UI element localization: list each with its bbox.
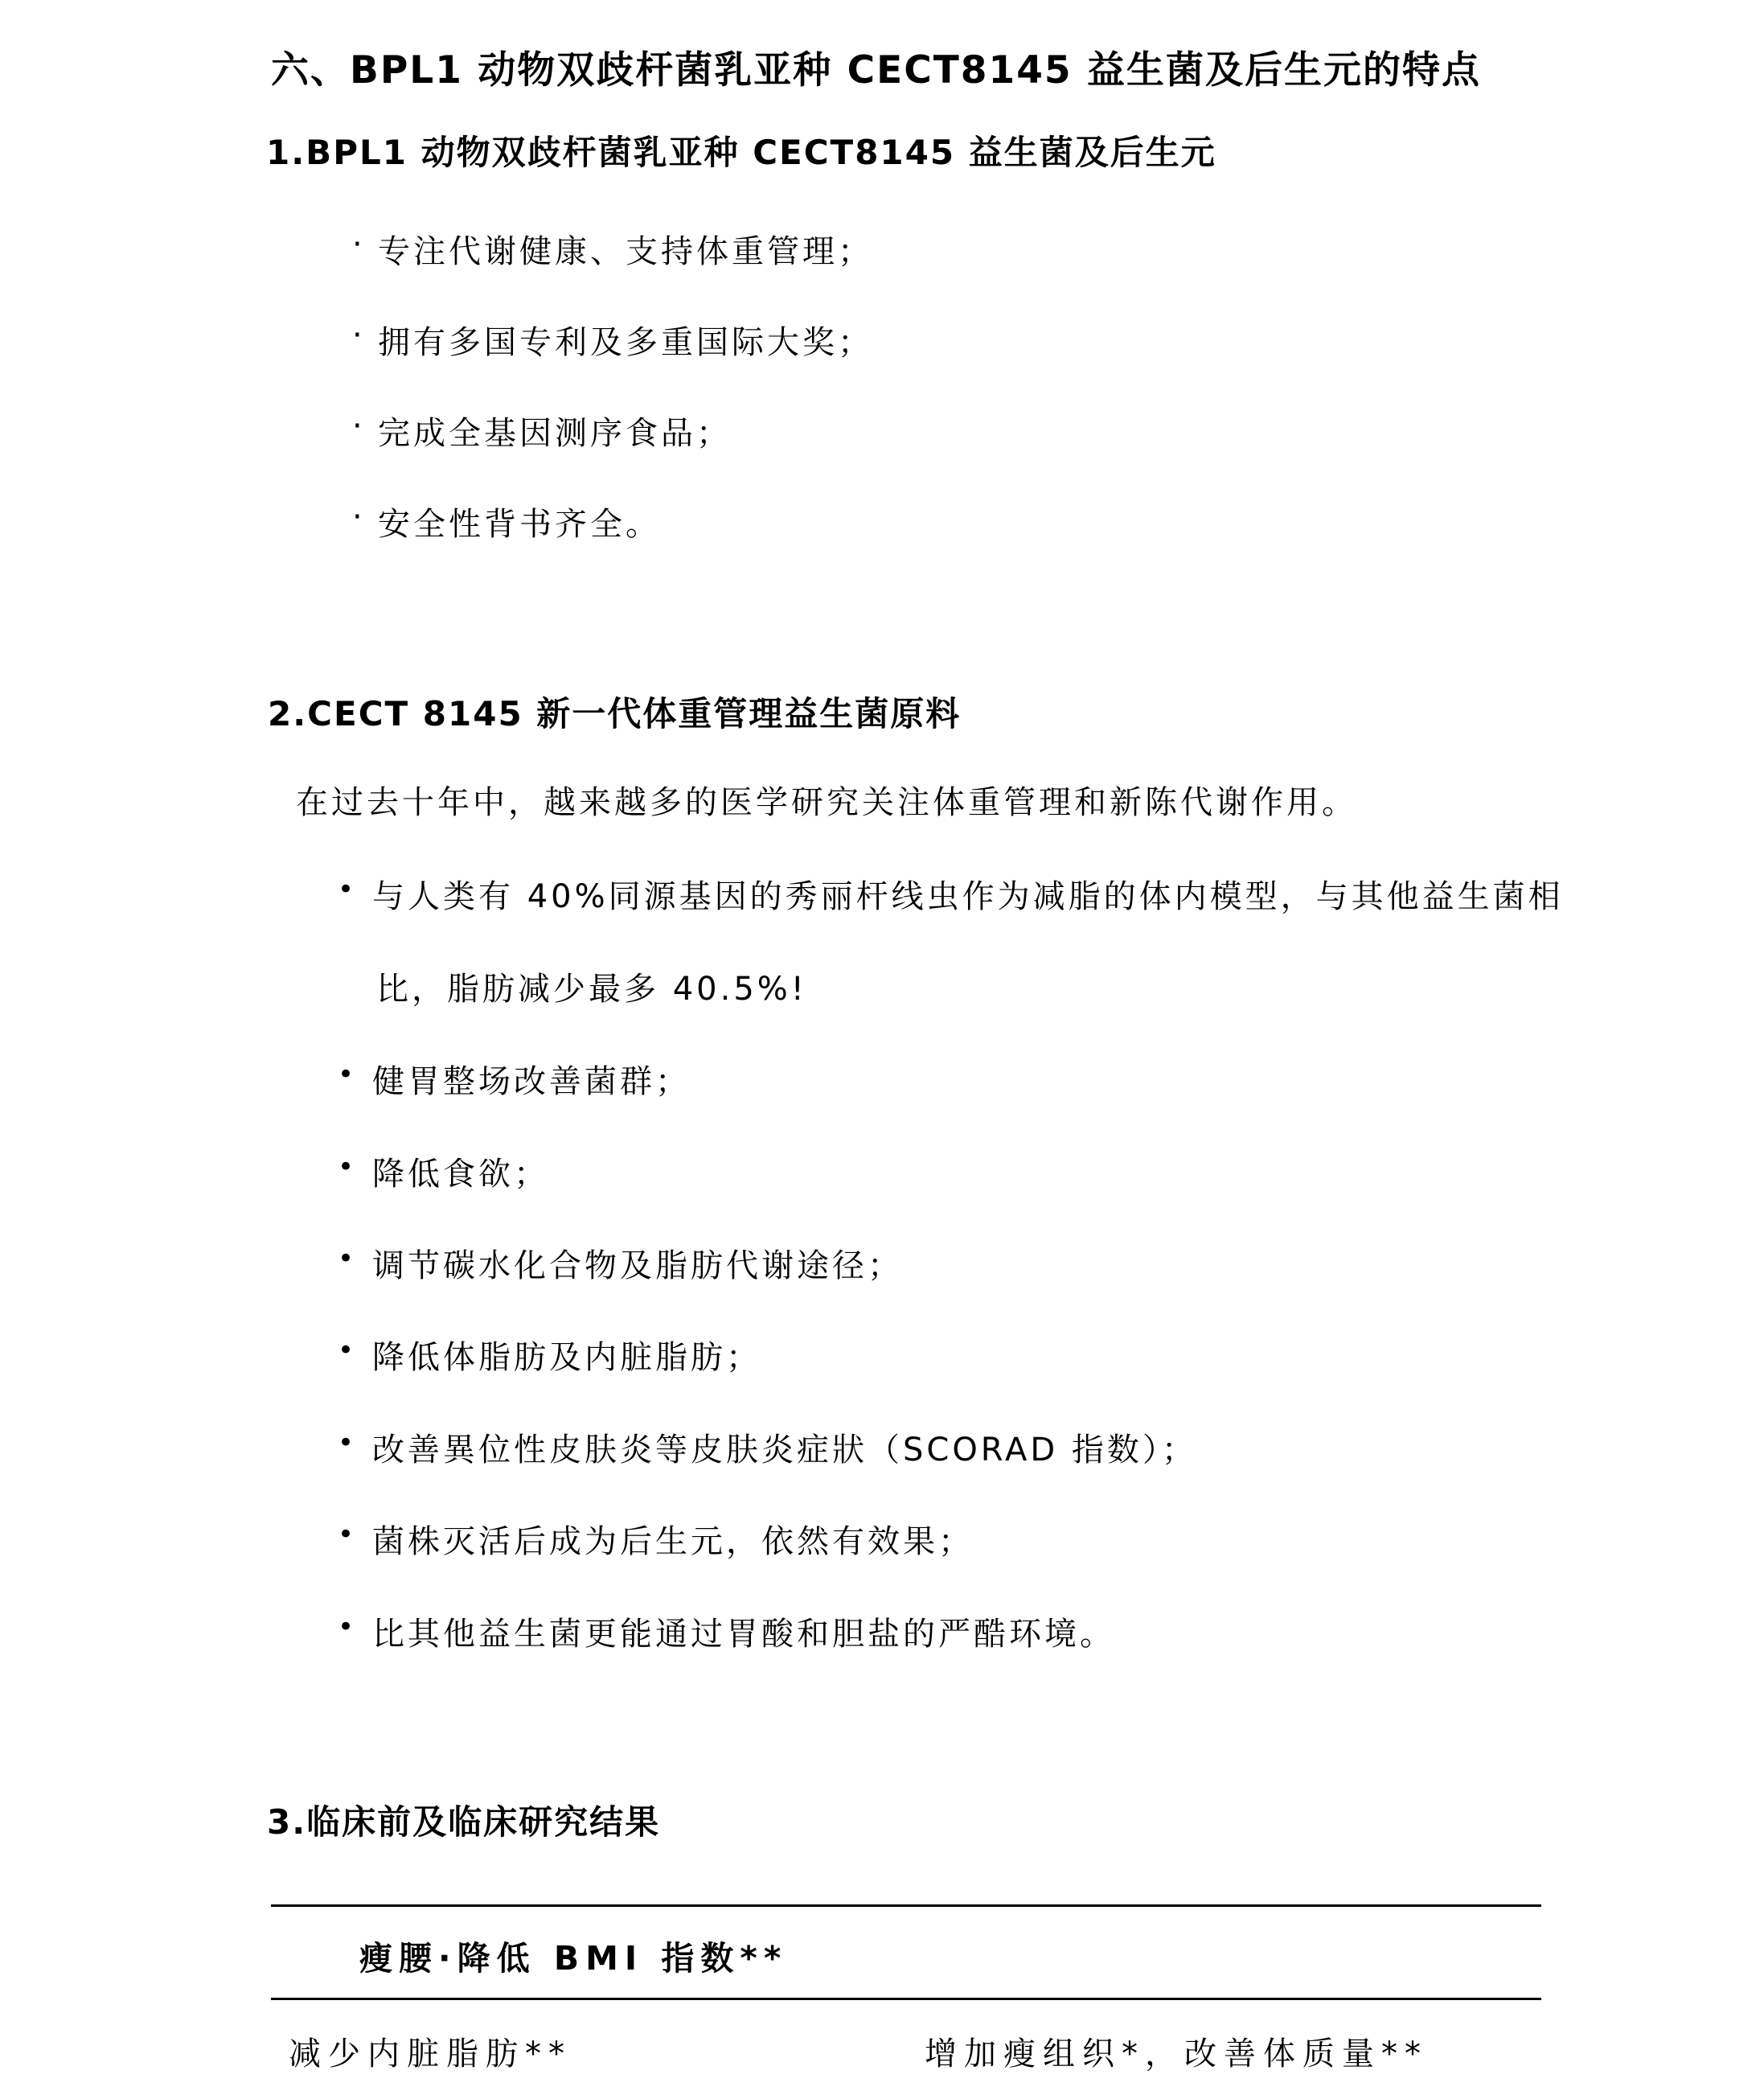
table-top-border (271, 1904, 1541, 1907)
list-item: 完成全基因测序食品； (378, 415, 732, 452)
table-cell-visceral-fat: 减少内脏脂肪** (289, 2036, 572, 2073)
list-item-line: 比，脂肪减少最多 40.5%! (376, 971, 807, 1008)
list-item-line: 与人类有 40%同源基因的秀丽杆线虫作为减脂的体内模型，与其他益生菌相 (372, 878, 1564, 915)
list-item: 拥有多国专利及多重国际大奖； (378, 324, 873, 361)
document-title: 六、BPL1 动物双歧杆菌乳亚种 CECT8145 益生菌及后生元的特点 (271, 48, 1481, 92)
list-item: 专注代谢健康、支持体重管理； (378, 233, 873, 270)
bullet-round-icon: • (338, 1151, 355, 1183)
bullet-round-icon: • (338, 873, 355, 906)
list-item: 安全性背书齐全。 (378, 506, 661, 543)
table-header-border (271, 1998, 1541, 2000)
list-item-line: 降低体脂肪及内脏脂肪； (372, 1339, 761, 1376)
bullet-round-icon: • (338, 1518, 355, 1551)
list-item-line: 比其他益生菌更能通过胃酸和胆盐的严酷环境。 (372, 1616, 1115, 1653)
section1-heading: 1.BPL1 动物双歧杆菌乳亚种 CECT8145 益生菌及后生元 (266, 133, 1216, 172)
bullet-round-icon: • (338, 1243, 355, 1275)
bullet-dot-icon: · (352, 226, 363, 263)
section2-heading: 2.CECT 8145 新一代体重管理益生菌原料 (268, 694, 962, 733)
section2-intro: 在过去十年中，越来越多的医学研究关注体重管理和新陈代谢作用。 (296, 784, 1357, 821)
bullet-round-icon: • (338, 1611, 355, 1643)
bullet-round-icon: • (338, 1427, 355, 1459)
section3-heading: 3.临床前及临床研究结果 (267, 1802, 661, 1842)
table-header-cell: 瘦腰·降低 BMI 指数** (359, 1939, 788, 1978)
bullet-round-icon: • (338, 1334, 355, 1366)
list-item-line: 降低食欲； (372, 1156, 549, 1193)
list-item-line: 改善異位性皮肤炎等皮肤炎症狀（SCORAD 指数）； (372, 1432, 1197, 1469)
bullet-round-icon: • (338, 1058, 355, 1091)
list-item-line: 健胃整场改善菌群； (372, 1063, 691, 1100)
bullet-dot-icon: · (352, 499, 363, 536)
bullet-dot-icon: · (352, 408, 363, 445)
list-item-line: 调节碳水化合物及脂肪代谢途径； (372, 1247, 903, 1284)
table-cell-lean-tissue: 增加瘦组织*，改善体质量** (925, 2036, 1428, 2073)
bullet-dot-icon: · (352, 317, 363, 354)
list-item-line: 菌株灭活后成为后生元，依然有效果； (372, 1523, 974, 1560)
